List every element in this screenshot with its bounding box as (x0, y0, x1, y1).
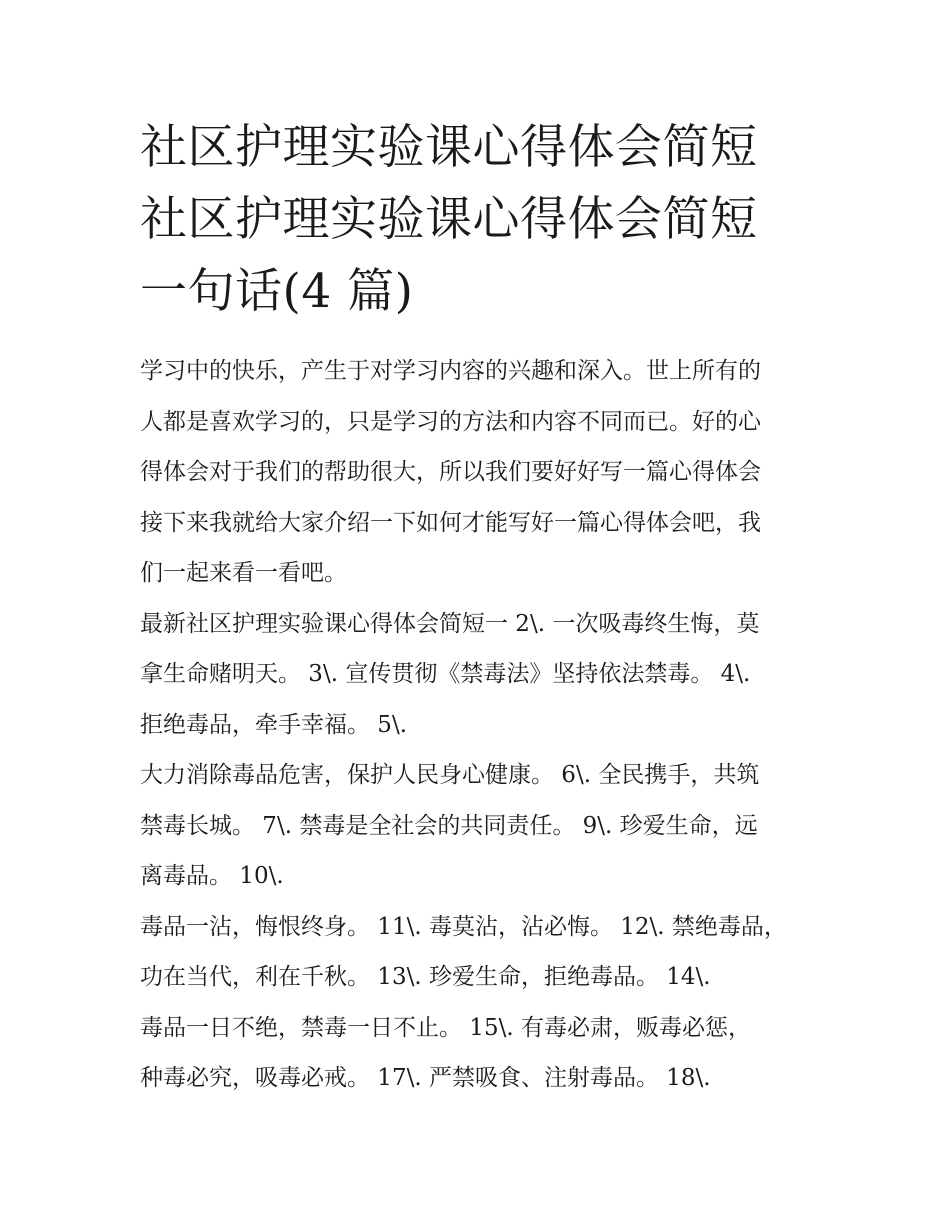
text-line: 离毒品。 10\. (140, 863, 284, 889)
document-page (140, 112, 820, 1104)
text-line: 禁毒长城。 7\. 禁毒是全社会的共同责任。 9\. 珍爱生命，远 (140, 812, 758, 839)
text-line: 拿生命赌明天。 3\. 宣传贯彻《禁毒法》坚持依法禁毒。 4\. (140, 661, 751, 687)
text-line: 最新社区护理实验课心得体会简短一 2\. 一次吸毒终生悔，莫 (140, 610, 760, 637)
text-line: 种毒必究，吸毒必戒。 17\. 严禁吸食、注射毒品。 18\. (140, 1065, 711, 1091)
text-line: 接下来我就给大家介绍一下如何才能写好一篇心得体会吧，我 (140, 509, 761, 536)
intro-paragraph (140, 346, 820, 599)
slogan-paragraph (140, 750, 820, 902)
title-line: 一句话(4 篇) (140, 264, 414, 319)
text-line: 毒品一日不绝，禁毒一日不止。 15\. 有毒必肃，贩毒必惩， (140, 1014, 751, 1041)
text-line: 人都是喜欢学习的，只是学习的方法和内容不同而已。好的心 (140, 408, 761, 435)
title-line: 社区护理实验课心得体会简短 (140, 192, 758, 247)
text-line: 们一起来看一看吧。 (140, 560, 347, 586)
title-line: 社区护理实验课心得体会简短 (140, 120, 758, 175)
text-line: 得体会对于我们的帮助很大，所以我们要好好写一篇心得体会 (140, 459, 761, 485)
text-line: 拒绝毒品，牵手幸福。 5\. (140, 711, 408, 738)
text-line: 学习中的快乐，产生于对学习内容的兴趣和深入。世上所有的 (140, 358, 761, 384)
text-line: 大力消除毒品危害，保护人民身心健康。 6\. 全民携手，共筑 (140, 762, 760, 788)
text-line: 功在当代，利在千秋。 13\. 珍爱生命，拒绝毒品。 14\. (140, 964, 711, 990)
slogan-paragraph (140, 1003, 820, 1104)
slogan-paragraph (140, 902, 820, 1003)
document-title (140, 112, 820, 328)
text-line: 毒品一沾，悔恨终身。 11\. 毒莫沾，沾必悔。 12\. 禁绝毒品， (140, 913, 787, 940)
document-body (140, 346, 820, 1104)
slogan-paragraph (140, 599, 820, 751)
